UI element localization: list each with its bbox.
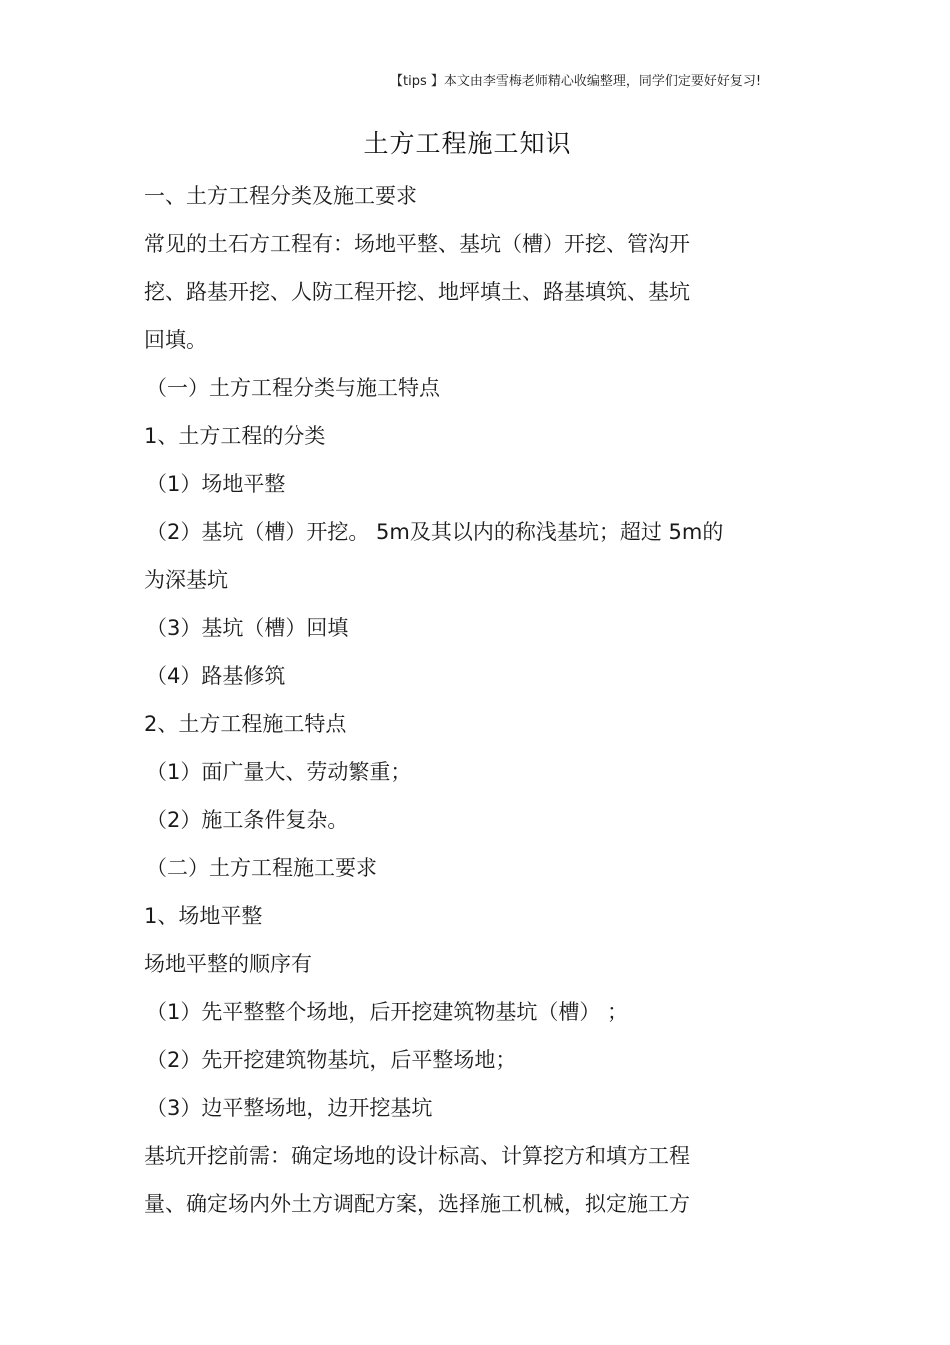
list-item: （3）边平整场地，边开挖基坑 <box>146 1096 433 1120</box>
paragraph-line: 回填。 <box>144 328 207 352</box>
paragraph-line: 常见的土石方工程有：场地平整、基坑（槽）开挖、管沟开 <box>144 232 690 256</box>
paragraph-line: 场地平整的顺序有 <box>144 952 312 976</box>
list-item: （3）基坑（槽）回填 <box>146 616 349 640</box>
paragraph-line: 量、确定场内外土方调配方案，选择施工机械，拟定施工方 <box>144 1192 690 1216</box>
item-heading: 1、场地平整 <box>144 904 263 928</box>
paragraph-line: 为深基坑 <box>144 568 228 592</box>
paragraph-line: 基坑开挖前需：确定场地的设计标高、计算挖方和填方工程 <box>144 1144 690 1168</box>
list-item: （1）面广量大、劳动繁重； <box>146 760 412 784</box>
list-item: （1）场地平整 <box>146 472 286 496</box>
list-item: （1）先平整整个场地，后开挖建筑物基坑（槽） ； <box>146 1000 629 1024</box>
document-title: 土方工程施工知识 <box>363 129 572 158</box>
subsection-heading: （二）土方工程施工要求 <box>146 856 377 880</box>
list-item: （4）路基修筑 <box>146 664 286 688</box>
subsection-heading: （一）土方工程分类与施工特点 <box>146 376 440 400</box>
list-item: （2）先开挖建筑物基坑，后平整场地； <box>146 1048 517 1072</box>
list-item: （2）基坑（槽）开挖。 5m及其以内的称浅基坑；超过 5m的 <box>146 520 724 544</box>
tips-header: 【tips 】本文由李雪梅老师精心收编整理，同学们定要好好复习! <box>390 74 762 89</box>
paragraph-line: 挖、路基开挖、人防工程开挖、地坪填土、路基填筑、基坑 <box>144 280 690 304</box>
list-item: （2）施工条件复杂。 <box>146 808 349 832</box>
item-heading: 2、土方工程施工特点 <box>144 712 347 736</box>
item-heading: 1、土方工程的分类 <box>144 424 326 448</box>
section-heading-1: 一、土方工程分类及施工要求 <box>144 184 417 208</box>
